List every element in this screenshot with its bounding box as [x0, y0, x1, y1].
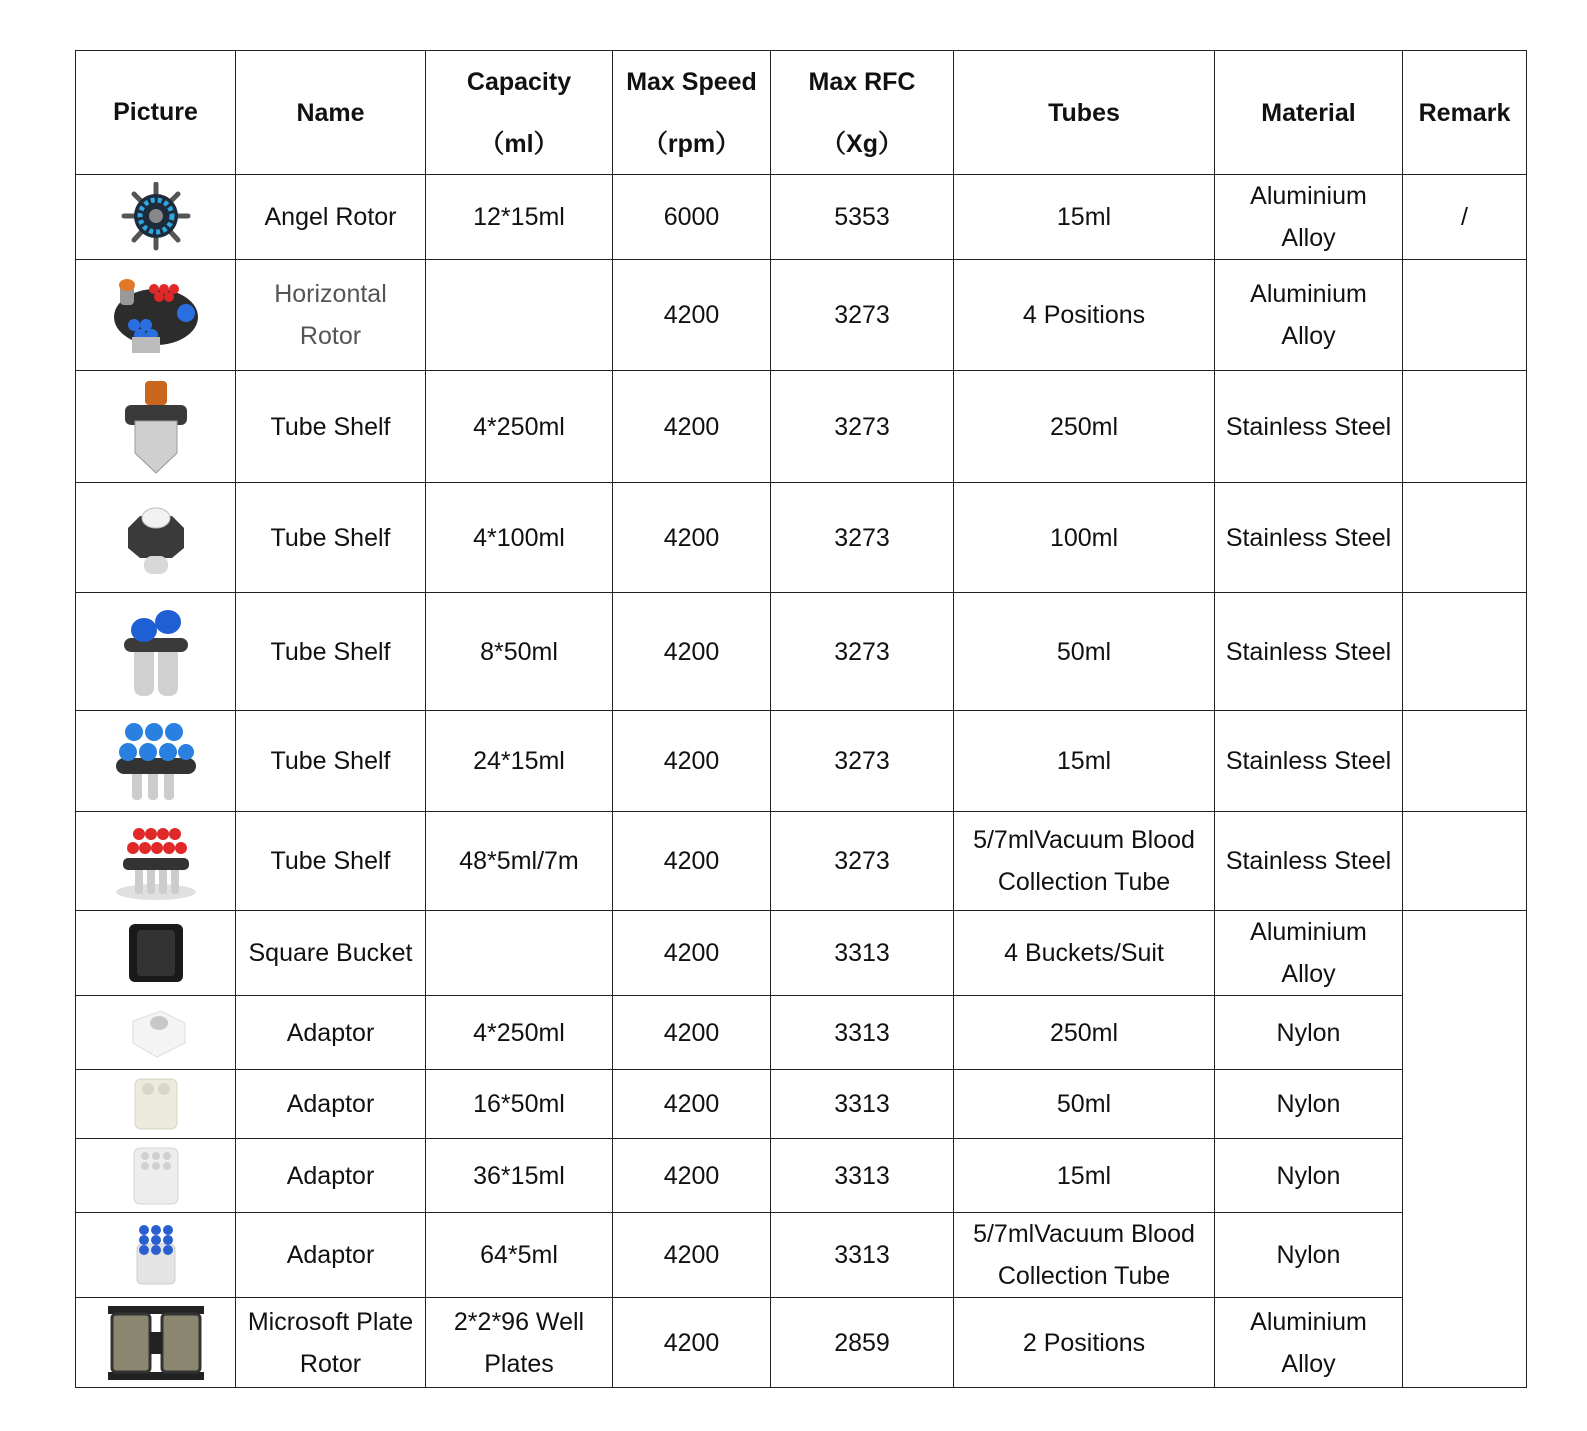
- name-cell: Angel Rotor: [236, 175, 426, 260]
- picture-cell: [76, 812, 236, 911]
- speed-cell: 4200: [613, 260, 771, 371]
- table-row: [76, 1213, 1527, 1298]
- header-material: Material: [1215, 51, 1403, 175]
- table-row: [76, 996, 1527, 1070]
- material-cell: Nylon: [1215, 1070, 1403, 1139]
- square-bucket-image: [82, 920, 229, 986]
- material-cell: Nylon: [1215, 1139, 1403, 1213]
- picture-cell: [76, 593, 236, 711]
- picture-cell: [76, 1070, 236, 1139]
- horizontal-rotor-image: [82, 275, 229, 355]
- table-row: [76, 711, 1527, 812]
- picture-cell: [76, 1298, 236, 1388]
- tubes-cell: 100ml: [954, 483, 1215, 593]
- table-row: [76, 911, 1527, 996]
- capacity-cell: 4*250ml: [426, 996, 613, 1070]
- adaptor-5-image: [82, 1222, 229, 1288]
- capacity-cell: 8*50ml: [426, 593, 613, 711]
- speed-cell: 4200: [613, 996, 771, 1070]
- capacity-cell: 2*2*96 Well Plates: [426, 1298, 613, 1388]
- remark-cell: [1403, 371, 1527, 483]
- header-tubes: Tubes: [954, 51, 1215, 175]
- tubes-cell: 50ml: [954, 593, 1215, 711]
- rfc-cell: 3313: [771, 1139, 954, 1213]
- material-cell: Aluminium Alloy: [1215, 260, 1403, 371]
- table-row: [76, 1298, 1527, 1388]
- header-row: [76, 51, 1527, 175]
- rfc-cell: 2859: [771, 1298, 954, 1388]
- name-cell: Horizontal Rotor: [236, 260, 426, 371]
- table-row: [76, 483, 1527, 593]
- tubes-cell: 50ml: [954, 1070, 1215, 1139]
- remark-cell: [1403, 711, 1527, 812]
- table-row: [76, 175, 1527, 260]
- remark-cell: [1403, 483, 1527, 593]
- header-capacity: Capacity （ml）: [426, 51, 613, 175]
- name-cell: Tube Shelf: [236, 812, 426, 911]
- table-row: [76, 1070, 1527, 1139]
- picture-cell: [76, 996, 236, 1070]
- material-cell: Aluminium Alloy: [1215, 175, 1403, 260]
- remark-cell: /: [1403, 175, 1527, 260]
- speed-cell: 4200: [613, 1213, 771, 1298]
- header-name: Name: [236, 51, 426, 175]
- remark-cell: [1403, 911, 1527, 1388]
- material-cell: Stainless Steel: [1215, 812, 1403, 911]
- rfc-cell: 3273: [771, 711, 954, 812]
- speed-cell: 4200: [613, 1298, 771, 1388]
- table-row: [76, 371, 1527, 483]
- tubes-cell: 4 Positions: [954, 260, 1215, 371]
- material-cell: Stainless Steel: [1215, 483, 1403, 593]
- remark-cell: [1403, 593, 1527, 711]
- material-cell: Stainless Steel: [1215, 593, 1403, 711]
- capacity-cell: [426, 260, 613, 371]
- rfc-cell: 3313: [771, 1070, 954, 1139]
- name-cell: Tube Shelf: [236, 483, 426, 593]
- speed-cell: 4200: [613, 911, 771, 996]
- name-cell: Tube Shelf: [236, 593, 426, 711]
- capacity-cell: 12*15ml: [426, 175, 613, 260]
- capacity-cell: 4*100ml: [426, 483, 613, 593]
- capacity-cell: 36*15ml: [426, 1139, 613, 1213]
- rfc-cell: 3273: [771, 812, 954, 911]
- tubes-cell: 4 Buckets/Suit: [954, 911, 1215, 996]
- tubes-cell: 5/7mlVacuum Blood Collection Tube: [954, 1213, 1215, 1298]
- speed-cell: 4200: [613, 1139, 771, 1213]
- speed-cell: 4200: [613, 1070, 771, 1139]
- name-cell: Tube Shelf: [236, 371, 426, 483]
- name-cell: Adaptor: [236, 1213, 426, 1298]
- table-row: [76, 593, 1527, 711]
- adaptor-250-image: [82, 1005, 229, 1061]
- rfc-cell: 3273: [771, 483, 954, 593]
- header-picture: Picture: [76, 51, 236, 175]
- material-cell: Stainless Steel: [1215, 371, 1403, 483]
- name-cell: Tube Shelf: [236, 711, 426, 812]
- tube-shelf-100-image: [82, 500, 229, 576]
- tube-shelf-5-image: [82, 822, 229, 900]
- name-cell: Adaptor: [236, 1070, 426, 1139]
- name-cell: Adaptor: [236, 996, 426, 1070]
- remark-cell: [1403, 260, 1527, 371]
- speed-cell: 4200: [613, 483, 771, 593]
- speed-cell: 4200: [613, 812, 771, 911]
- picture-cell: [76, 483, 236, 593]
- picture-cell: [76, 175, 236, 260]
- tubes-cell: 5/7mlVacuum Blood Collection Tube: [954, 812, 1215, 911]
- tubes-cell: 250ml: [954, 371, 1215, 483]
- tubes-cell: 15ml: [954, 711, 1215, 812]
- picture-cell: [76, 371, 236, 483]
- rfc-cell: 3313: [771, 911, 954, 996]
- speed-cell: 4200: [613, 711, 771, 812]
- header-remark: Remark: [1403, 51, 1527, 175]
- rfc-cell: 3313: [771, 996, 954, 1070]
- adaptor-15-image: [82, 1144, 229, 1208]
- table-row: [76, 260, 1527, 371]
- material-cell: Stainless Steel: [1215, 711, 1403, 812]
- rfc-cell: 3273: [771, 260, 954, 371]
- picture-cell: [76, 1213, 236, 1298]
- capacity-cell: 64*5ml: [426, 1213, 613, 1298]
- rfc-cell: 3313: [771, 1213, 954, 1298]
- tube-shelf-15-image: [82, 720, 229, 802]
- tubes-cell: 15ml: [954, 175, 1215, 260]
- material-cell: Nylon: [1215, 996, 1403, 1070]
- tube-shelf-250-image: [82, 379, 229, 475]
- name-cell: Square Bucket: [236, 911, 426, 996]
- rfc-cell: 3273: [771, 371, 954, 483]
- name-cell: Adaptor: [236, 1139, 426, 1213]
- speed-cell: 6000: [613, 175, 771, 260]
- material-cell: Nylon: [1215, 1213, 1403, 1298]
- capacity-cell: 24*15ml: [426, 711, 613, 812]
- tubes-cell: 2 Positions: [954, 1298, 1215, 1388]
- picture-cell: [76, 1139, 236, 1213]
- capacity-cell: 4*250ml: [426, 371, 613, 483]
- tube-shelf-50-image: [82, 604, 229, 700]
- speed-cell: 4200: [613, 593, 771, 711]
- name-cell: Microsoft Plate Rotor: [236, 1298, 426, 1388]
- capacity-cell: 16*50ml: [426, 1070, 613, 1139]
- rfc-cell: 3273: [771, 593, 954, 711]
- microplate-rotor-image: [82, 1304, 229, 1382]
- picture-cell: [76, 711, 236, 812]
- speed-cell: 4200: [613, 371, 771, 483]
- table-row: [76, 812, 1527, 911]
- header-max-speed: Max Speed （rpm）: [613, 51, 771, 175]
- remark-cell: [1403, 812, 1527, 911]
- material-cell: Aluminium Alloy: [1215, 1298, 1403, 1388]
- tubes-cell: 15ml: [954, 1139, 1215, 1213]
- rfc-cell: 5353: [771, 175, 954, 260]
- adaptor-50-image: [82, 1075, 229, 1133]
- header-max-rfc: Max RFC （Xg）: [771, 51, 954, 175]
- capacity-cell: 48*5ml/7m: [426, 812, 613, 911]
- angle-rotor-image: [82, 182, 229, 252]
- table-row: [76, 1139, 1527, 1213]
- tubes-cell: 250ml: [954, 996, 1215, 1070]
- capacity-cell: [426, 911, 613, 996]
- material-cell: Aluminium Alloy: [1215, 911, 1403, 996]
- picture-cell: [76, 911, 236, 996]
- spec-table: [75, 50, 1527, 1388]
- picture-cell: [76, 260, 236, 371]
